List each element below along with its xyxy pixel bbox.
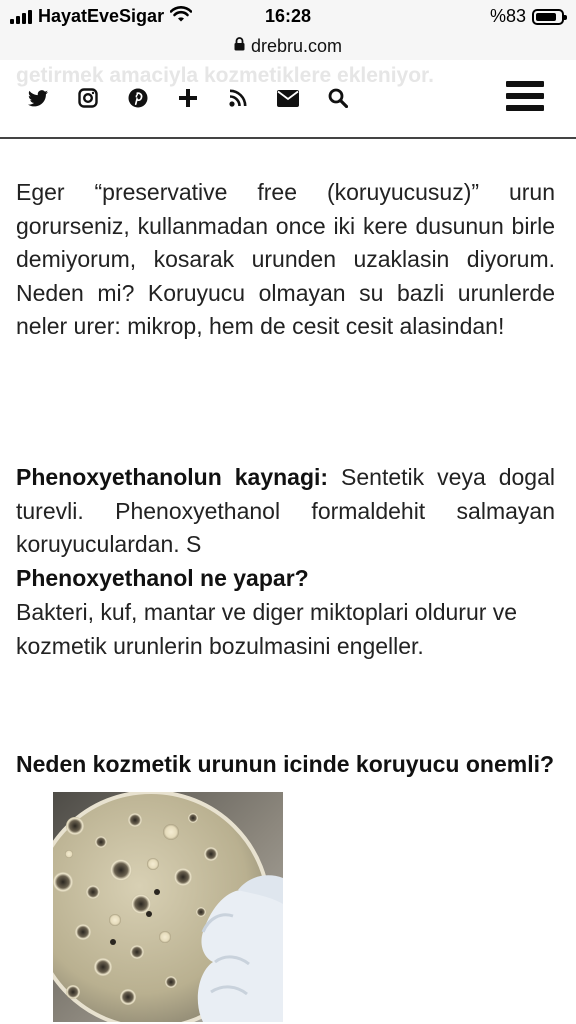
section-heading: Neden kozmetik urunun icinde koruyucu onemli? — [16, 751, 555, 777]
source-label: Phenoxyethanolun kaynagi: — [16, 464, 329, 490]
answer-paragraph: Bakteri, kuf, mantar ve diger miktoplari oldurur ve kozmetik urunlerin bozulmasini engeller. — [16, 599, 518, 659]
site-header — [0, 60, 576, 139]
twitter-icon[interactable] — [26, 86, 50, 110]
source-paragraph — [16, 461, 555, 562]
rss-icon[interactable] — [226, 86, 250, 110]
question-heading: Phenoxyethanol ne yapar? — [16, 565, 309, 591]
hamburger-icon[interactable] — [506, 81, 544, 111]
social-icons — [26, 86, 350, 110]
lock-icon — [234, 37, 245, 56]
clock: 16:28 — [264, 6, 312, 26]
plus-icon[interactable] — [176, 86, 200, 110]
signal-icon — [10, 10, 32, 24]
status-bar-right — [490, 6, 564, 27]
preservative-paragraph: Eger “preservative free (koruyucusuz)” urun gorurseniz, kullanmadan once iki kere dusunun birle demiyorum, kosarak urunden uzaklasin diyorum. Neden mi? Koruyucu olmayan su bazli urunlerde neler urer: mikrop, hem de cesit cesit alasindan! — [16, 179, 555, 340]
battery-percentage: %83 — [489, 6, 526, 26]
pinterest-icon[interactable] — [126, 86, 150, 110]
battery-icon — [532, 9, 564, 25]
faded-scrolled-text: getirmek amaciyla kozmetiklere ekleniyor. — [16, 64, 434, 87]
petri-dish-image — [53, 792, 283, 1022]
url-text[interactable]: drebru.com — [250, 35, 343, 56]
instagram-icon[interactable] — [76, 86, 100, 110]
wifi-icon — [170, 6, 192, 27]
search-icon[interactable] — [326, 86, 350, 110]
source-text: Sentetik veya dogal turevli. Phenoxyethanol formaldehit salmayan koruyuculardan. S — [16, 464, 556, 558]
status-bar-left — [10, 6, 192, 27]
mail-icon[interactable] — [276, 86, 300, 110]
address-bar[interactable] — [0, 32, 576, 60]
battery-fill — [536, 13, 556, 21]
status-bar — [0, 0, 576, 32]
carrier-name: HayatEveSigar — [38, 6, 165, 26]
